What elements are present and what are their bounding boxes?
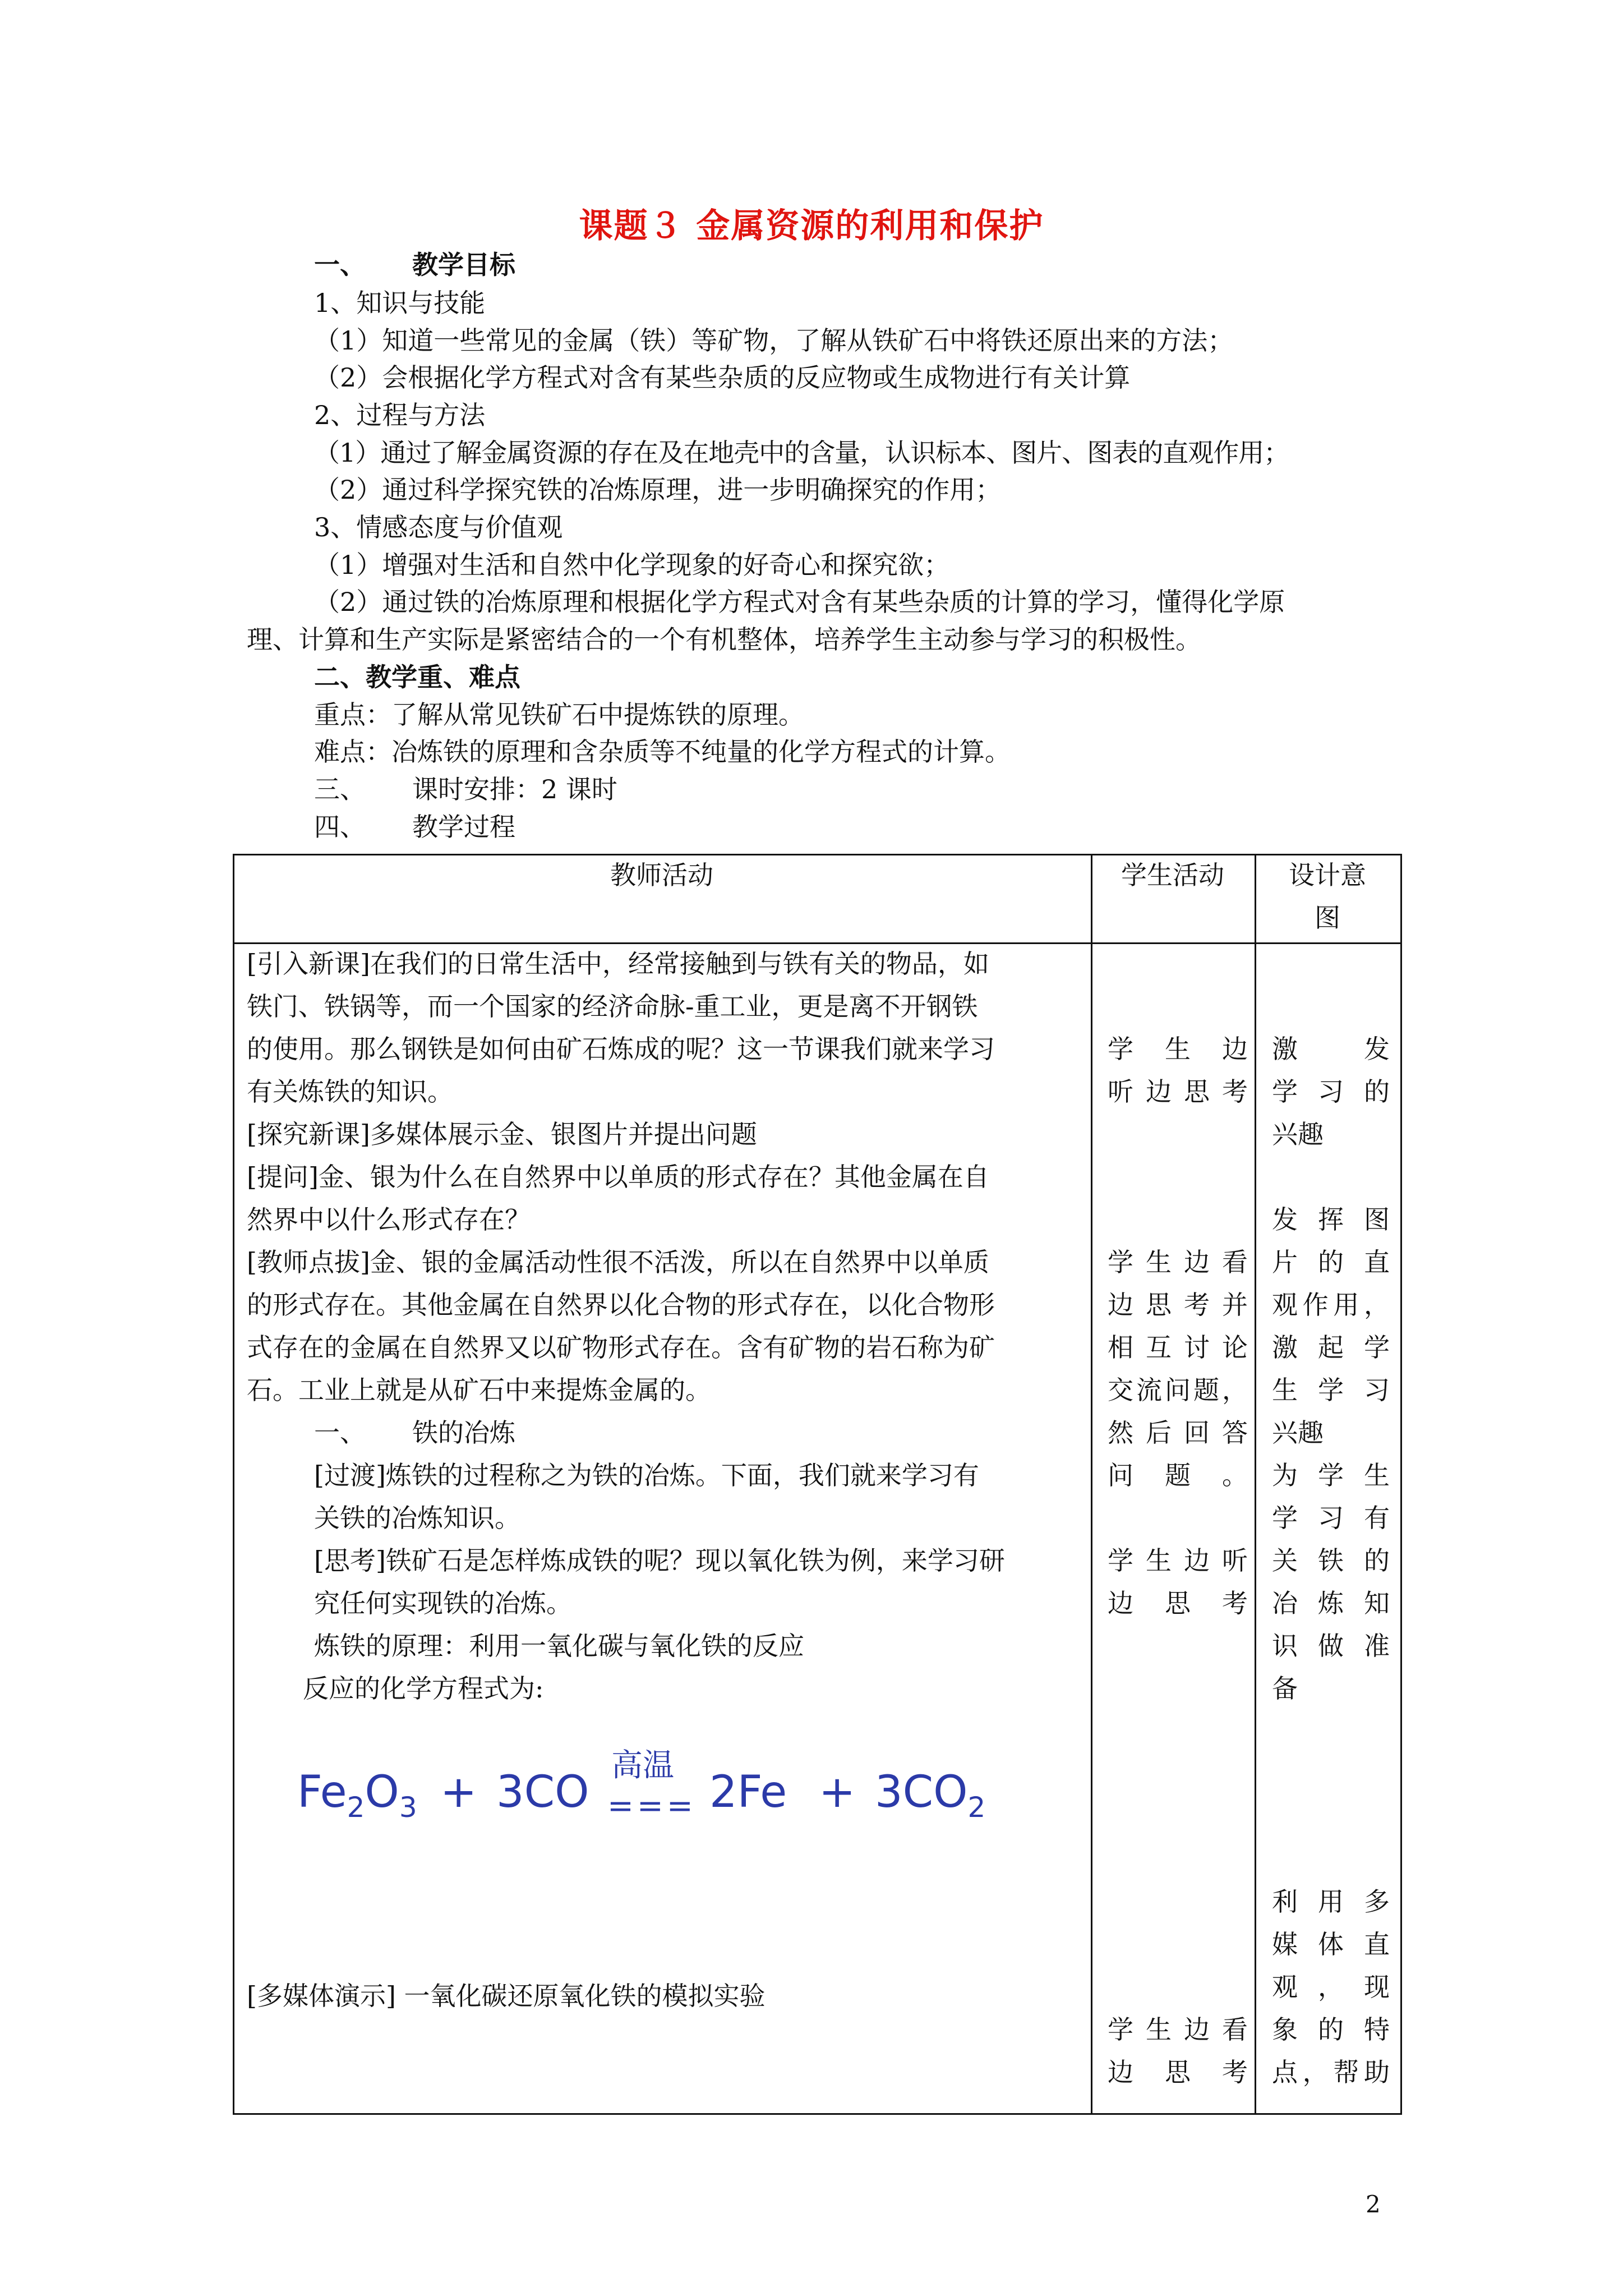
knowledge-item-1: （1）知道一些常见的金属（铁）等矿物，了解从铁矿石中将铁还原出来的方法； (314, 325, 1234, 356)
section-4-number: 四、 (314, 812, 366, 842)
page-title: 课题３ 金属资源的利用和保护 (579, 206, 1044, 246)
emotion-item-2a: （2）通过铁的冶炼原理和根据化学方程式对含有某些杂质的计算的学习，懂得化学原 (314, 587, 1285, 617)
equation-plus-2: + (819, 1767, 856, 1818)
process-item-2: （2）通过科学探究铁的冶炼原理，进一步明确探究的作用； (314, 475, 1002, 505)
teacher-line: 然界中以什么形式存在？ (247, 1204, 531, 1235)
teacher-line: 的形式存在。其他金属在自然界以化合物的形式存在，以化合物形 (247, 1290, 995, 1320)
student-activity-2 (1108, 1241, 1248, 1497)
section-4-heading: 教学过程 (412, 812, 515, 842)
section-3-heading: 课时安排：2 课时 (412, 774, 617, 804)
design-text: 冶炼知 (1272, 1588, 1390, 1618)
teacher-line: 式存在的金属在自然界又以矿物形式存在。含有矿物的岩石称为矿 (247, 1332, 995, 1363)
design-text: 象的特 (1272, 2014, 1390, 2045)
design-text: 发挥图 (1272, 1204, 1390, 1235)
student-text: 相互讨论 (1108, 1332, 1248, 1363)
design-text: 学习有 (1272, 1503, 1390, 1533)
table-column-divider-1 (1091, 854, 1092, 2115)
teacher-line: [引入新课]在我们的日常生活中，经常接触到与铁有关的物品，如 (247, 949, 989, 979)
teacher-line: [教师点拔]金、银的金属活动性很不活泼，所以在自然界中以单质 (247, 1247, 989, 1277)
think-line-b: 究任何实现铁的冶炼。 (314, 1588, 572, 1618)
design-text: 激发 (1272, 1034, 1390, 1064)
teacher-line: 的使用。那么钢铁是如何由矿石炼成的呢？这一节课我们就来学习 (247, 1034, 995, 1064)
student-text: 边思考 (1108, 1588, 1248, 1618)
student-activity-3 (1108, 1539, 1248, 1625)
teacher-line: 铁门、铁锅等，而一个国家的经济命脉-重工业，更是离不开钢铁 (247, 991, 978, 1022)
student-text: 边思考 (1108, 2057, 1248, 2087)
design-text: 识做准 (1272, 1631, 1390, 1661)
equation-reactant-fe2o3: $Fe_2O_3$ (297, 1767, 417, 1824)
teacher-line: 有关炼铁的知识。 (247, 1076, 453, 1107)
design-text: 生学习 (1272, 1375, 1390, 1405)
design-text: 兴趣 (1272, 1418, 1324, 1448)
header-design-intent-b: 图 (1315, 903, 1340, 933)
design-text: 媒体直 (1272, 1929, 1390, 1959)
design-text: 激起学 (1272, 1332, 1390, 1363)
table-border-left (233, 854, 234, 2115)
design-text: 利用多 (1272, 1887, 1390, 1917)
student-text: 学生边 (1108, 1034, 1248, 1064)
design-intent-1 (1272, 1028, 1390, 1156)
transition-line-a: [过渡]炼铁的过程称之为铁的冶炼。下面，我们就来学习有 (314, 1460, 979, 1490)
emotion-heading: 3、情感态度与价值观 (314, 512, 563, 542)
design-text: 观，现 (1272, 1972, 1390, 2002)
teacher-activity-intro (247, 942, 1074, 1411)
student-text: 边思考并 (1108, 1290, 1248, 1320)
design-text: 为学生 (1272, 1460, 1390, 1490)
section-2-heading: 二、教学重、难点 (314, 662, 520, 692)
equation-reactant-co: 3CO (496, 1767, 589, 1818)
table-column-divider-2 (1255, 854, 1256, 2115)
equation-plus-1: + (440, 1767, 477, 1818)
design-intent-3 (1272, 1454, 1390, 1710)
design-intent-2 (1272, 1198, 1390, 1454)
header-teacher-activity: 教师活动 (610, 860, 713, 890)
knowledge-heading: 1、知识与技能 (314, 288, 486, 318)
design-text: 片的直 (1272, 1247, 1390, 1277)
section-3-number: 三、 (314, 774, 366, 804)
student-activity-4 (1108, 2008, 1248, 2093)
student-text: 交流问题， (1108, 1375, 1248, 1405)
design-text: 学习的 (1272, 1076, 1390, 1107)
section-1-heading: 教学目标 (412, 250, 515, 280)
smelting-heading: 铁的冶炼 (412, 1418, 515, 1448)
teacher-line: [提问]金、银为什么在自然界中以单质的形式存在？其他金属在自 (247, 1162, 989, 1192)
process-heading: 2、过程与方法 (314, 400, 486, 430)
section-1-number: 一、 (314, 250, 366, 280)
knowledge-item-2: （2）会根据化学方程式对含有某些杂质的反应物或生成物进行有关计算 (314, 362, 1131, 393)
page-number: 2 (1366, 2191, 1381, 2218)
equation-condition: 高温 (611, 1747, 674, 1784)
smelting-principle: 炼铁的原理：利用一氧化碳与氧化铁的反应 (314, 1631, 804, 1661)
teacher-line: 石。工业上就是从矿石中来提炼金属的。 (247, 1375, 711, 1405)
student-text: 听边思考 (1108, 1076, 1248, 1107)
key-point: 重点：了解从常见铁矿石中提炼铁的原理。 (314, 700, 804, 730)
header-student-activity: 学生活动 (1121, 860, 1224, 890)
student-text: 然后回答 (1108, 1418, 1248, 1448)
think-line-a: [思考]铁矿石是怎样炼成铁的呢？现以氧化铁为例，来学习研 (314, 1545, 1005, 1576)
student-text: 学生边听 (1108, 1545, 1248, 1576)
header-design-intent-a: 设计意 (1289, 860, 1366, 890)
equation-arrow: === (607, 1788, 697, 1824)
design-text: 关铁的 (1272, 1545, 1390, 1576)
teacher-line: [探究新课]多媒体展示金、银图片并提出问题 (247, 1119, 757, 1149)
design-text: 备 (1272, 1673, 1298, 1704)
design-text: 观作用， (1272, 1290, 1390, 1320)
table-border-right (1400, 854, 1402, 2115)
chemical-equation (297, 1747, 1026, 1832)
emotion-item-1: （1）增强对生活和自然中化学现象的好奇心和探究欲； (314, 550, 950, 580)
table-border-bottom (233, 2113, 1402, 2115)
equation-label: 反应的化学方程式为: (303, 1673, 544, 1704)
student-text: 问题。 (1108, 1460, 1248, 1490)
design-text: 点，帮助 (1272, 2057, 1390, 2087)
student-activity-1 (1108, 1028, 1248, 1113)
multimedia-demo: [多媒体演示] 一氧化碳还原氧化铁的模拟实验 (247, 1981, 766, 2011)
smelting-number: 一、 (314, 1418, 366, 1448)
student-text: 学生边看 (1108, 2014, 1248, 2045)
equation-product-fe: 2Fe (709, 1767, 787, 1818)
process-item-1: （1）通过了解金属资源的存在及在地壳中的含量，认识标本、图片、图表的直观作用； (314, 438, 1289, 468)
design-intent-4 (1272, 1880, 1390, 2093)
emotion-item-2b: 理、计算和生产实际是紧密结合的一个有机整体，培养学生主动参与学习的积极性。 (247, 624, 1201, 655)
difficulty-point: 难点：冶炼铁的原理和含杂质等不纯量的化学方程式的计算。 (314, 737, 1011, 767)
equation-product-co2: $3CO_2$ (875, 1767, 986, 1824)
student-text: 学生边看 (1108, 1247, 1248, 1277)
design-text: 兴趣 (1272, 1119, 1324, 1149)
transition-line-b: 关铁的冶炼知识。 (314, 1503, 520, 1533)
